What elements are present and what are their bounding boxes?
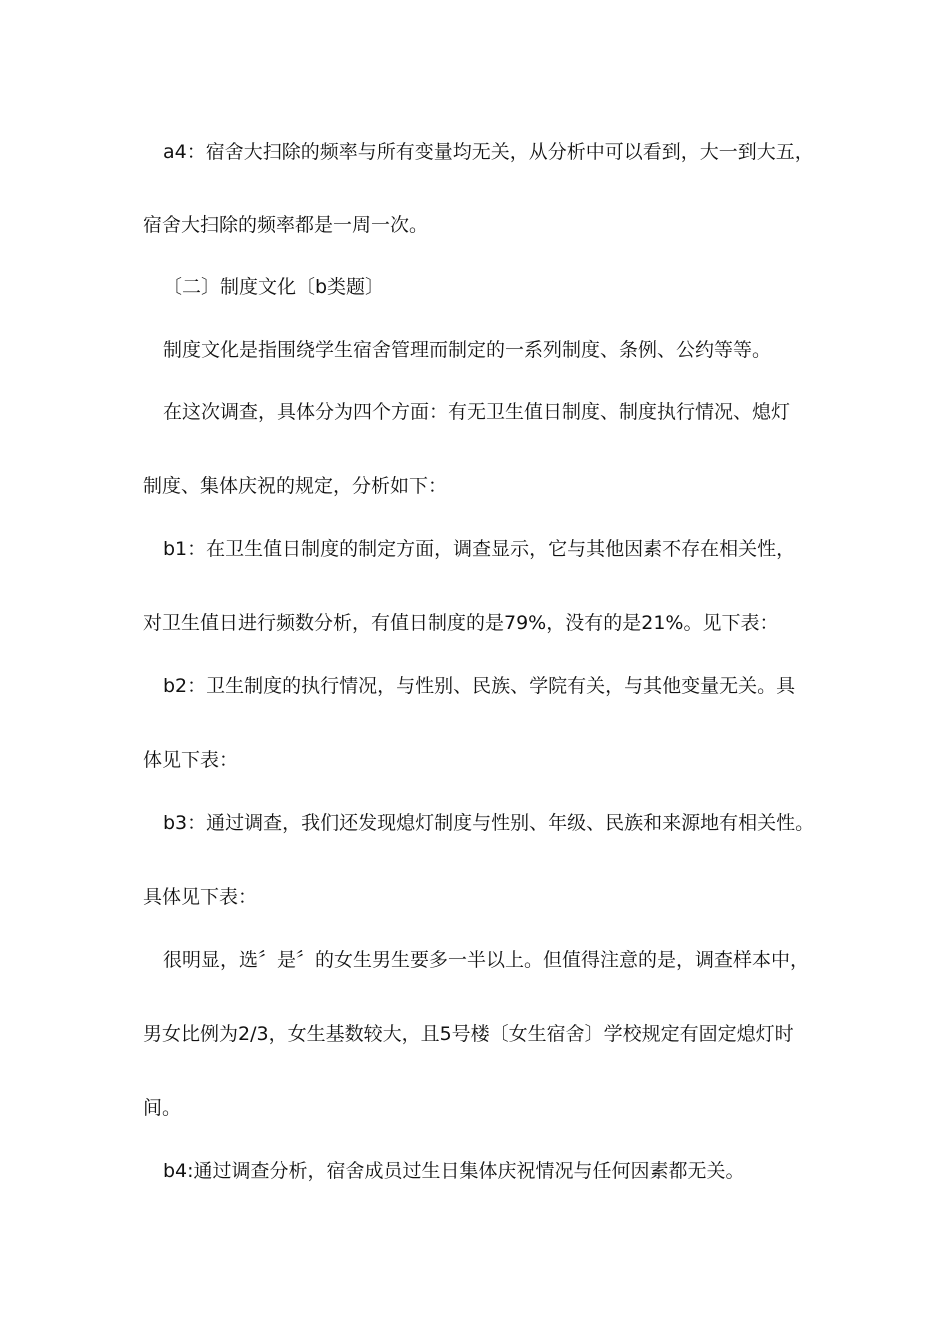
- paragraph-b4-line1: b4:通过调查分析，宿舍成员过生日集体庆祝情况与任何因素都无关。: [163, 1160, 745, 1182]
- paragraph-a4-line1: a4：宿舍大扫除的频率与所有变量均无关，从分析中可以看到，大一到大五，: [163, 141, 814, 163]
- paragraph-a4-line2: 宿舍大扫除的频率都是一周一次。: [143, 214, 429, 236]
- paragraph-b3-line2: 具体见下表：: [143, 886, 258, 908]
- paragraph-b1-line2: 对卫生值日进行频数分析，有值日制度的是79%，没有的是21%。见下表：: [143, 612, 779, 634]
- paragraph-obs-line2: 男女比例为2/3，女生基数较大，且5号楼〔女生宿舍〕学校规定有固定熄灯时: [143, 1023, 794, 1045]
- paragraph-intro: 制度文化是指围绕学生宿舍管理而制定的一系列制度、条例、公约等等。: [163, 339, 772, 361]
- paragraph-obs-line1: 很明显，选〞是〞的女生男生要多一半以上。但值得注意的是，调查样本中，: [163, 949, 810, 971]
- paragraph-b2-line2: 体见下表：: [143, 749, 239, 771]
- paragraph-obs-line3: 间。: [143, 1097, 182, 1119]
- paragraph-survey-line2: 制度、集体庆祝的规定，分析如下：: [143, 475, 448, 497]
- section-heading-b: 〔二〕制度文化〔b类题〕: [163, 276, 385, 298]
- paragraph-survey-line1: 在这次调查，具体分为四个方面：有无卫生值日制度、制度执行情况、熄灯: [163, 401, 791, 423]
- paragraph-b3-line1: b3：通过调查，我们还发现熄灯制度与性别、年级、民族和来源地有相关性。: [163, 812, 815, 834]
- paragraph-b2-line1: b2：卫生制度的执行情况，与性别、民族、学院有关，与其他变量无关。具: [163, 675, 796, 697]
- paragraph-b1-line1: b1：在卫生值日制度的制定方面，调查显示，它与其他因素不存在相关性，: [163, 538, 796, 560]
